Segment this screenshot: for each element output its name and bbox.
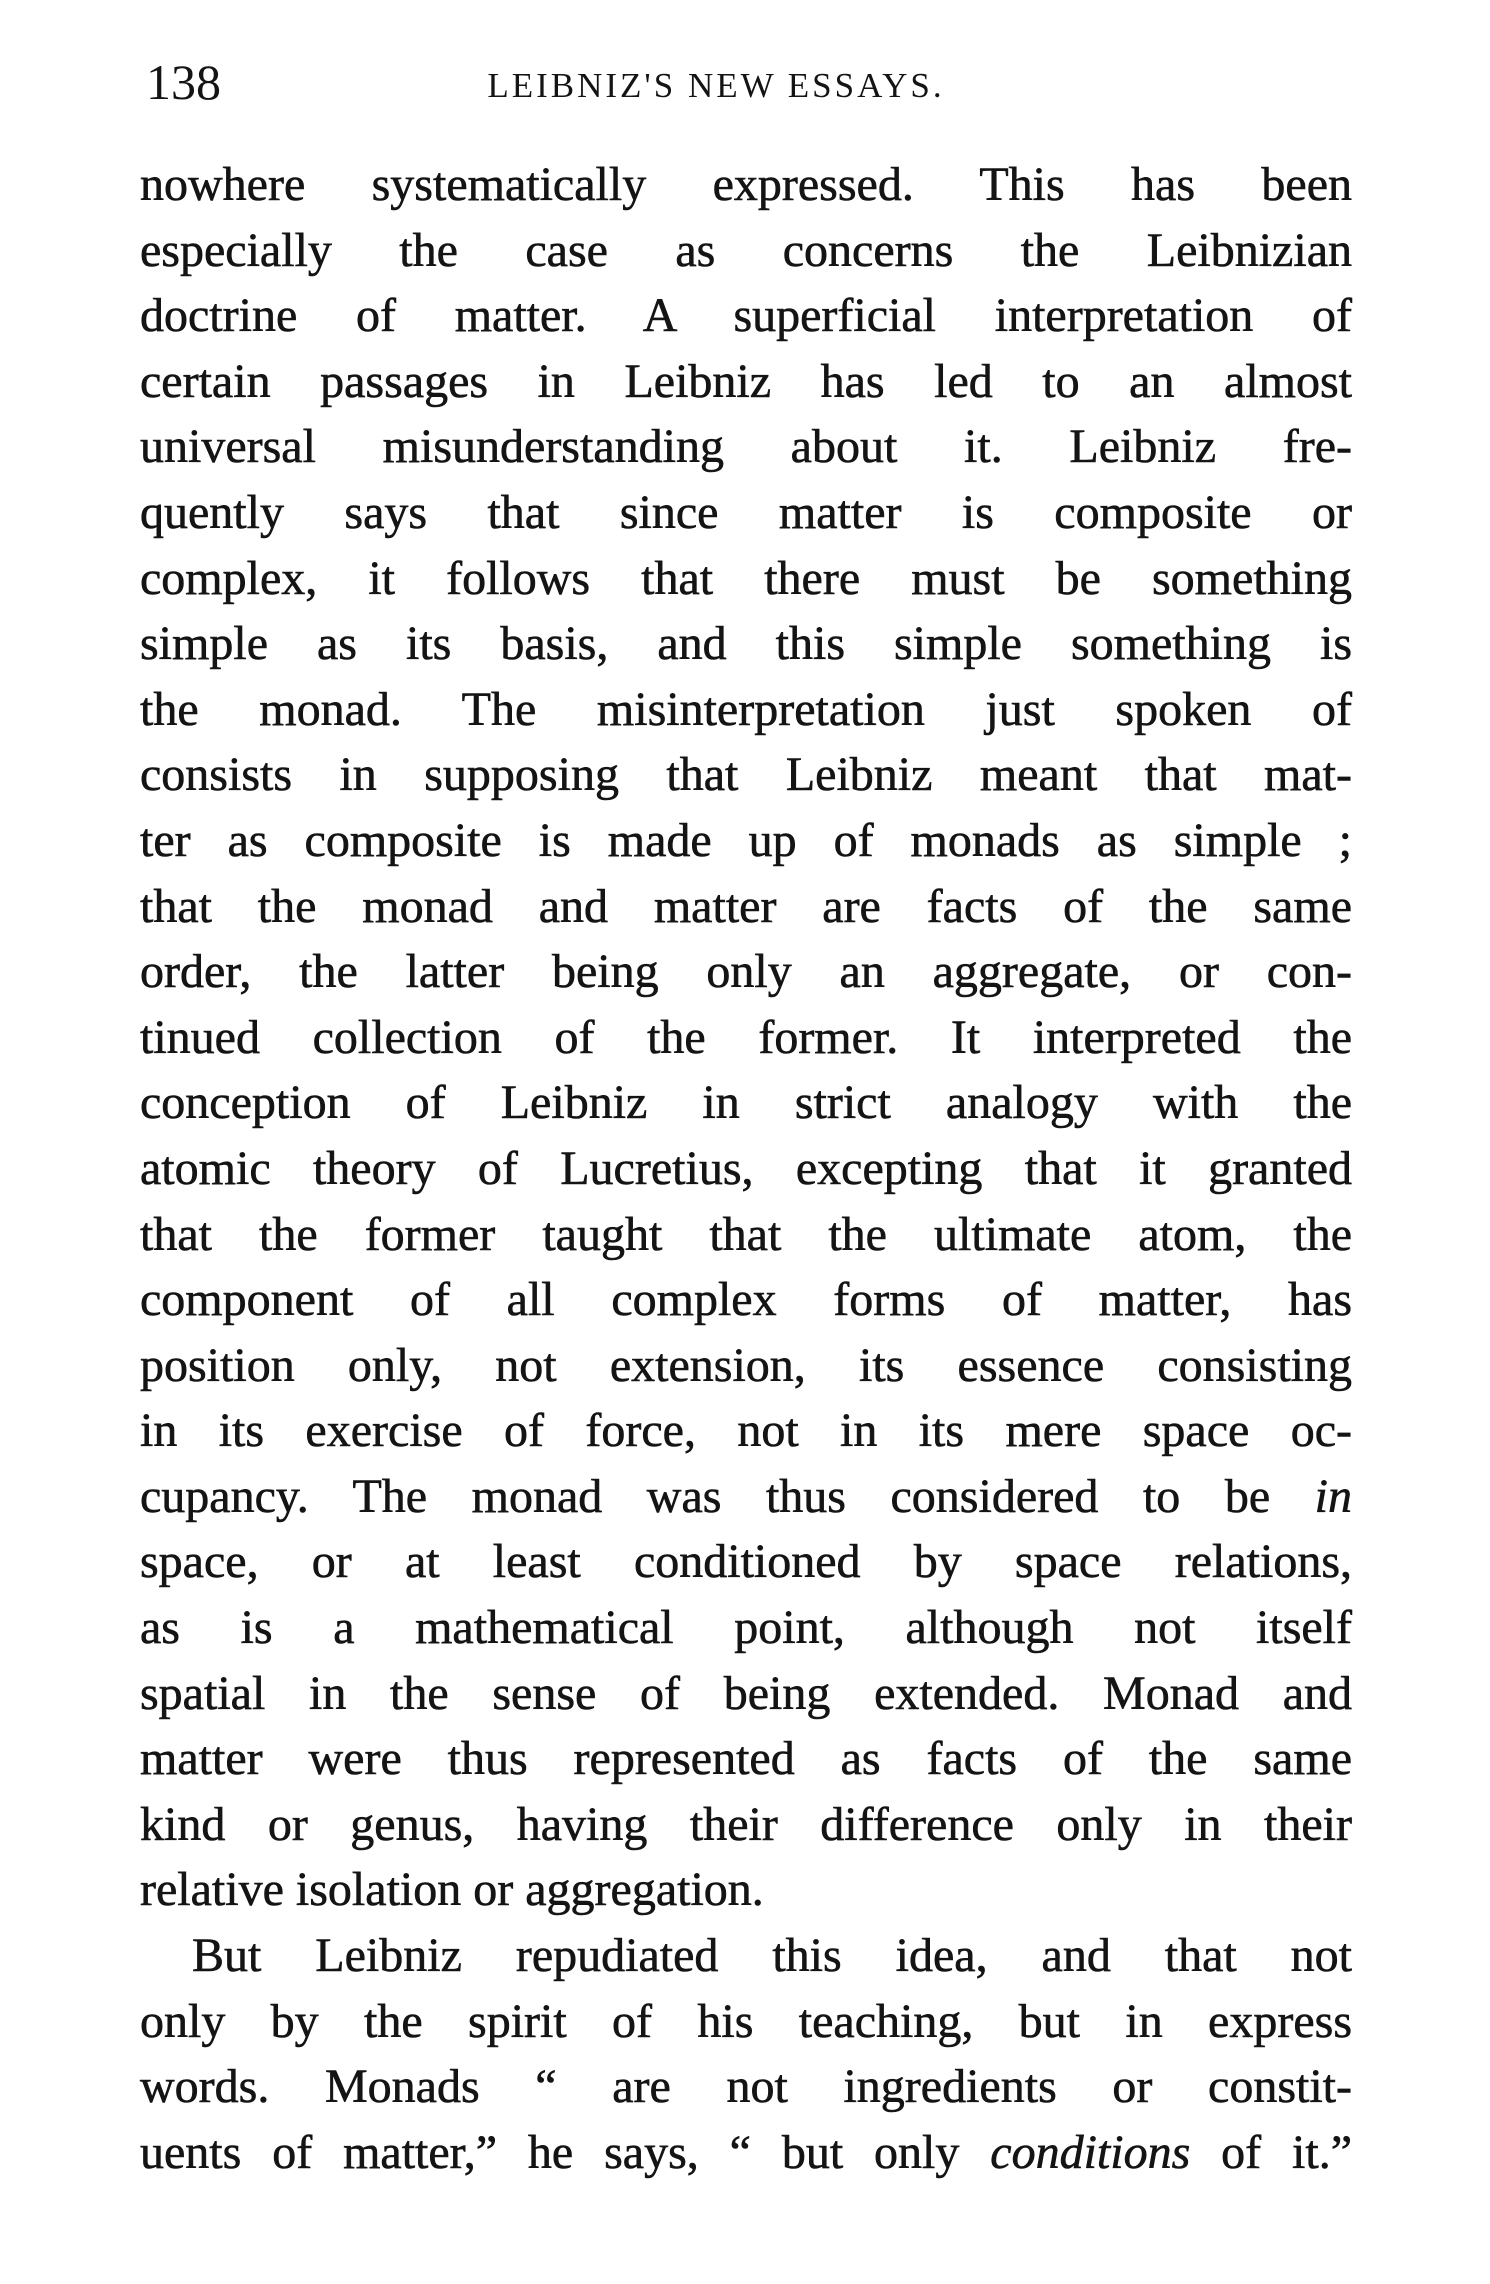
text-line <box>140 283 1352 349</box>
text-segment: doctrine of matter. A superficial interpretation of <box>140 289 1352 343</box>
page-body <box>140 152 1352 2185</box>
text-segment: quently says that since matter is composite or <box>140 485 1352 539</box>
text-segment: spatial in the sense of being extended. Monad and <box>140 1666 1352 1720</box>
italic-text: in <box>1314 1469 1352 1523</box>
text-segment: certain passages in Leibniz has led to an almost <box>140 354 1352 408</box>
text-line <box>140 1464 1352 1530</box>
text-line <box>140 1857 1352 1923</box>
text-line <box>140 742 1352 808</box>
text-segment: consists in supposing that Leibniz meant that mat- <box>140 748 1352 802</box>
text-line <box>140 1005 1352 1071</box>
text-segment: words. Monads “ are not ingredients or constit- <box>140 2060 1352 2114</box>
text-segment: ter as composite is made up of monads as simple ; <box>140 813 1352 867</box>
text-line <box>140 2054 1352 2120</box>
text-line <box>140 546 1352 612</box>
text-line <box>140 611 1352 677</box>
text-line <box>140 1398 1352 1464</box>
running-header <box>140 52 1352 112</box>
text-segment: of it.” <box>1190 2125 1353 2179</box>
text-line <box>140 677 1352 743</box>
text-segment: atomic theory of Lucretius, excepting that it granted <box>140 1141 1352 1195</box>
text-segment: space, or at least conditioned by space relations, <box>140 1535 1352 1589</box>
text-line <box>140 1661 1352 1727</box>
text-line <box>140 939 1352 1005</box>
text-segment: position only, not extension, its essence consisting <box>140 1338 1352 1392</box>
text-segment: especially the case as concerns the Leibnizian <box>140 223 1352 277</box>
paragraph <box>140 1923 1352 2185</box>
text-line <box>140 414 1352 480</box>
text-line <box>140 1202 1352 1268</box>
text-line <box>140 1726 1352 1792</box>
text-segment: as is a mathematical point, although not itself <box>140 1601 1352 1655</box>
text-line <box>140 1333 1352 1399</box>
text-line <box>140 1595 1352 1661</box>
text-segment: that the monad and matter are facts of the same <box>140 879 1352 933</box>
text-line <box>140 1923 1352 1989</box>
text-segment: the monad. The misinterpretation just spoken of <box>140 682 1352 736</box>
text-line <box>140 874 1352 940</box>
text-line <box>140 1792 1352 1858</box>
text-segment: universal misunderstanding about it. Leibniz fre- <box>140 420 1352 474</box>
text-segment: But Leibniz repudiated this idea, and that not <box>192 1929 1352 1983</box>
text-line <box>140 1267 1352 1333</box>
text-line <box>140 1989 1352 2055</box>
paragraph <box>140 152 1352 1923</box>
text-segment: in its exercise of force, not in its mere space oc- <box>140 1404 1352 1458</box>
text-segment: complex, it follows that there must be something <box>140 551 1352 605</box>
text-segment: kind or genus, having their difference only in their <box>140 1797 1352 1851</box>
italic-text: conditions <box>990 2125 1191 2179</box>
text-segment: relative isolation or aggregation. <box>140 1863 764 1917</box>
text-segment: cupancy. The monad was thus considered to be <box>140 1469 1315 1523</box>
text-line <box>140 1070 1352 1136</box>
text-segment: uents of matter,” he says, “ but only <box>140 2125 991 2179</box>
text-segment: tinued collection of the former. It interpreted the <box>140 1010 1352 1064</box>
text-line <box>140 152 1352 218</box>
text-segment: component of all complex forms of matter, has <box>140 1273 1352 1327</box>
text-line <box>140 2120 1352 2186</box>
text-segment: order, the latter being only an aggregate, or con- <box>140 945 1352 999</box>
text-line <box>140 1136 1352 1202</box>
text-line <box>140 349 1352 415</box>
text-segment: only by the spirit of his teaching, but in express <box>140 1994 1352 2048</box>
text-line <box>140 808 1352 874</box>
text-segment: that the former taught that the ultimate atom, the <box>140 1207 1352 1261</box>
text-line <box>140 480 1352 546</box>
text-segment: nowhere systematically expressed. This has been <box>140 158 1352 211</box>
page-number: 138 <box>146 54 221 110</box>
text-line <box>140 218 1352 284</box>
text-segment: matter were thus represented as facts of the same <box>140 1732 1352 1786</box>
text-line <box>140 1529 1352 1595</box>
text-segment: simple as its basis, and this simple something is <box>140 617 1352 671</box>
running-title: LEIBNIZ'S NEW ESSAYS. <box>487 66 945 105</box>
text-segment: conception of Leibniz in strict analogy with the <box>140 1076 1352 1130</box>
